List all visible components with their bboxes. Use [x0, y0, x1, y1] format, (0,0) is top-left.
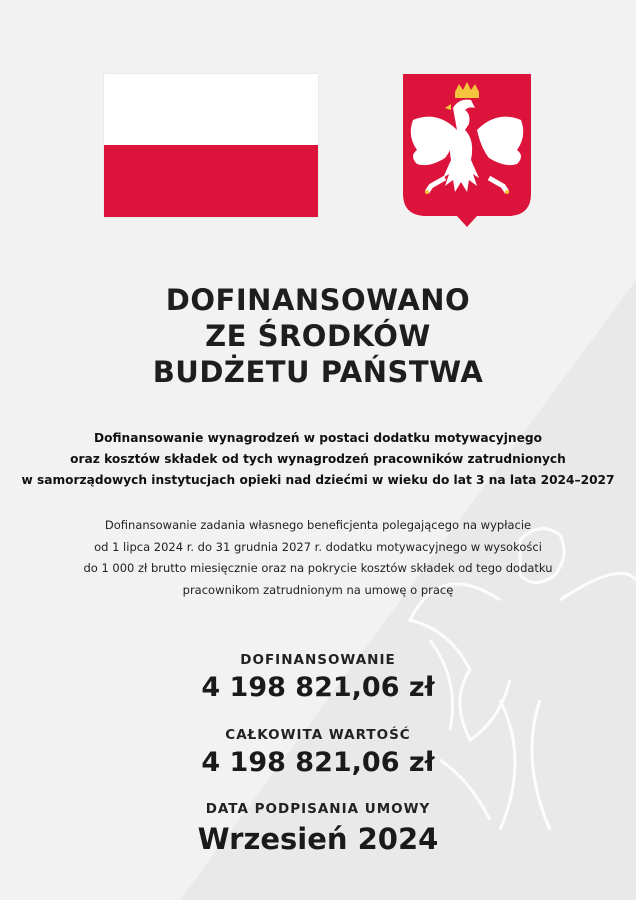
funding-label: DOFINANSOWANIE [240, 652, 396, 668]
signing-date-label: DATA PODPISANIA UMOWY [205, 801, 431, 817]
description-line: do 1 000 zł brutto miesięcznie oraz na pokrycie kosztów składek od tego dodatku [83, 561, 553, 575]
signing-date-value: Wrzesień 2024 [197, 822, 439, 856]
total-value-label: CAŁKOWITA WARTOŚĆ [225, 727, 411, 743]
program-line: oraz kosztów składek od tych wynagrodzeń pracowników zatrudnionych [70, 452, 566, 466]
program-line: w samorządowych instytucjach opieki nad dziećmi w wieku do lat 3 na lata 2024–2027 [21, 473, 615, 487]
program-name [0, 428, 636, 491]
program-line: Dofinansowanie wynagrodzeń w postaci dodatku motywacyjnego [94, 431, 542, 445]
flag-white-stripe [104, 74, 318, 145]
total-value: 4 198 821,06 zł [201, 747, 435, 778]
title-line: DOFINANSOWANO [165, 283, 471, 317]
description-line: Dofinansowanie zadania własnego beneficjenta polegającego na wypłacie [104, 518, 532, 532]
polish-flag [104, 74, 318, 217]
funding-value: 4 198 821,06 zł [201, 672, 435, 703]
title-line: ZE ŚRODKÓW [205, 319, 431, 353]
description-line: pracownikom zatrudnionym na umowę o pracę [182, 582, 454, 597]
page-title [0, 282, 636, 390]
task-description [0, 515, 636, 601]
description-line: od 1 lipca 2024 r. do 31 grudnia 2027 r. dodatku motywacyjnego w wysokości [94, 539, 542, 554]
flag-red-stripe [104, 145, 318, 217]
polish-coat-of-arms-icon [403, 74, 531, 227]
title-line: BUDŻETU PAŃSTWA [152, 355, 484, 389]
